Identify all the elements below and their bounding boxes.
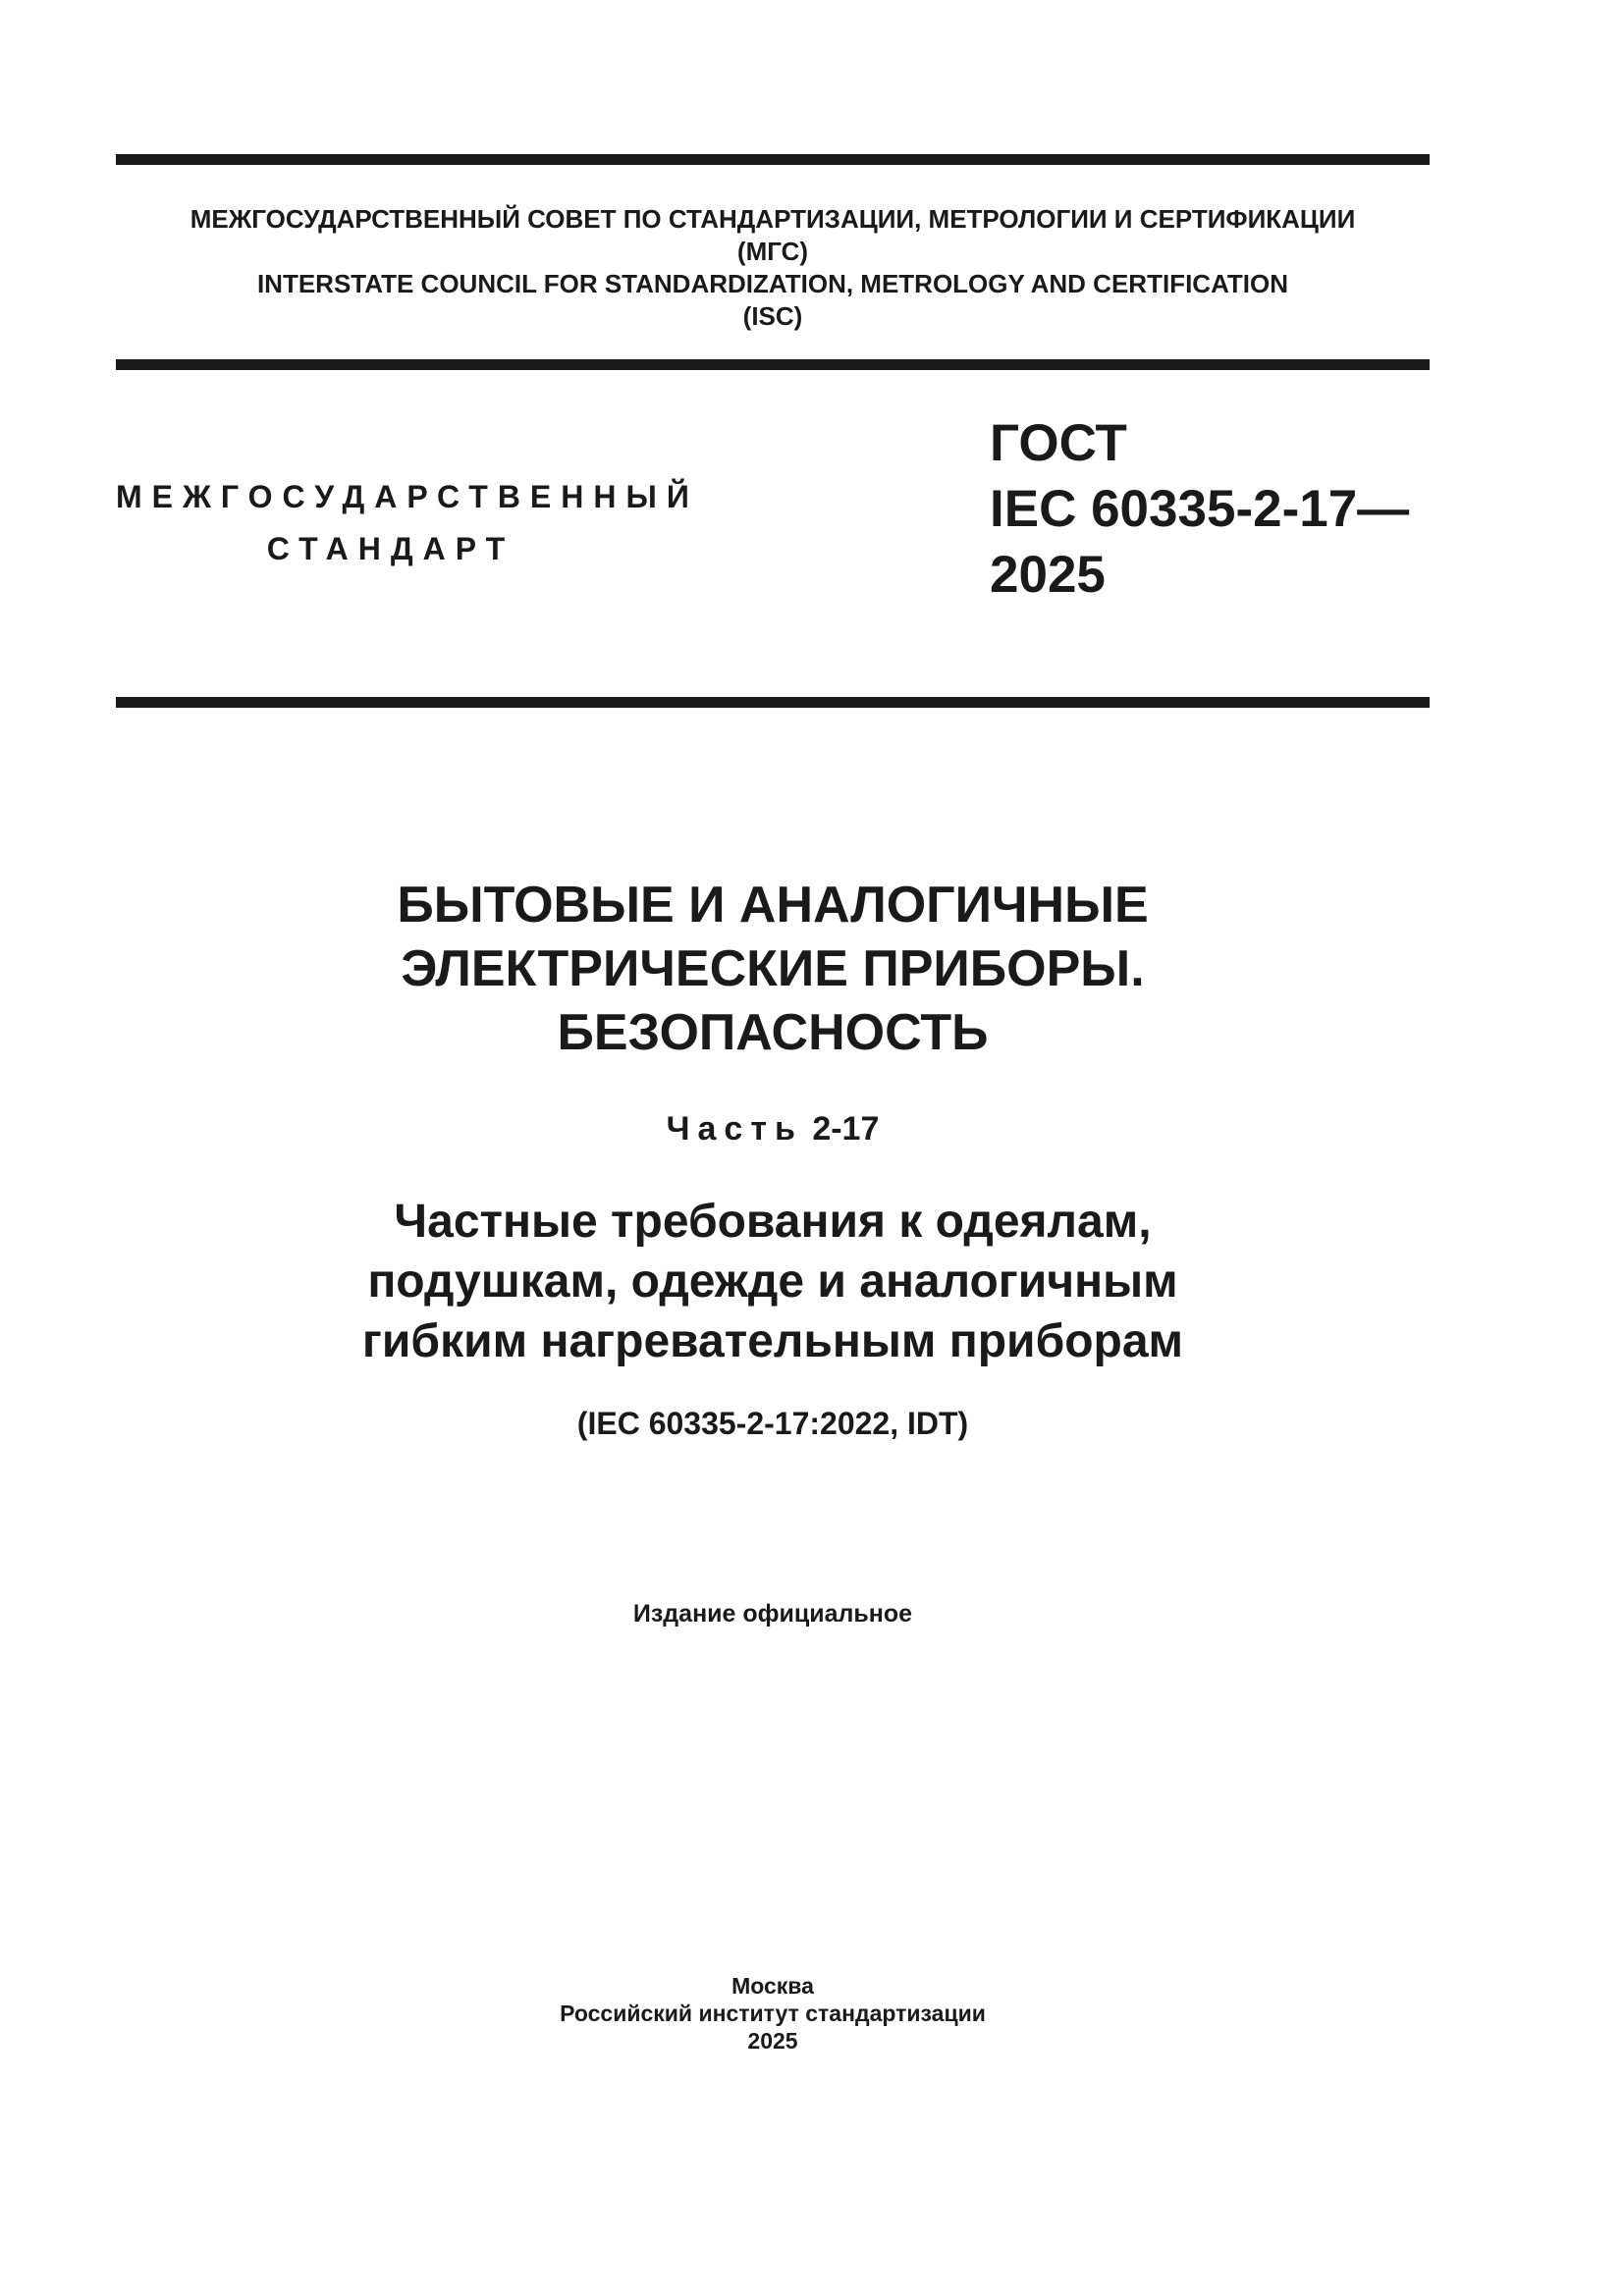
council-abbr-en: (ISC) (742, 301, 803, 331)
title-line3: БЕЗОПАСНОСТЬ (557, 1004, 989, 1061)
designation-line1: ГОСТ (990, 414, 1127, 472)
council-abbr-ru: (МГС) (736, 237, 809, 266)
imprint-city: Москва (731, 1973, 814, 1999)
edition-note: Издание официальное (632, 1600, 913, 1628)
council-name-ru: МЕЖГОСУДАРСТВЕННЫЙ СОВЕТ ПО СТАНДАРТИЗАЦИИ, МЕТРОЛОГИИ И СЕРТИФИКАЦИИ (189, 204, 1356, 234)
standard-designation (990, 410, 1409, 608)
imprint (116, 1972, 1430, 2055)
part-number: 2-17 (812, 1110, 880, 1148)
part-word: Часть (666, 1110, 803, 1148)
part-label (116, 1107, 1430, 1150)
top-rule (116, 154, 1430, 165)
document-subtitle (116, 1192, 1430, 1371)
imprint-year: 2025 (747, 2028, 798, 2054)
council-name-en: INTERSTATE COUNCIL FOR STANDARDIZATION, METROLOGY AND CERTIFICATION (256, 269, 1289, 298)
title-line1: БЫТОВЫЕ И АНАЛОГИЧНЫЕ (397, 877, 1149, 934)
title-line2: ЭЛЕКТРИЧЕСКИЕ ПРИБОРЫ. (401, 940, 1145, 997)
document-title (116, 874, 1430, 1065)
standard-type (116, 471, 699, 575)
subtitle-line3: гибким нагревательным приборам (361, 1315, 1184, 1367)
designation-line3: 2025 (990, 546, 1106, 604)
iec-reference: (IEC 60335-2-17:2022, IDT) (576, 1406, 969, 1441)
council-bottom-rule (116, 359, 1430, 370)
imprint-publisher: Российский институт стандартизации (560, 2001, 986, 2026)
designation-line2: IEC 60335-2-17— (990, 480, 1410, 538)
subtitle-line2: подушкам, одежде и аналогичным (367, 1255, 1178, 1308)
council-header (116, 203, 1430, 333)
subtitle-line1: Частные требования к одеялам, (394, 1196, 1152, 1248)
standard-type-line1: МЕЖГОСУДАРСТВЕННЫЙ (116, 479, 699, 514)
designation-bottom-rule (116, 697, 1430, 708)
standard-type-line2: СТАНДАРТ (266, 531, 515, 566)
